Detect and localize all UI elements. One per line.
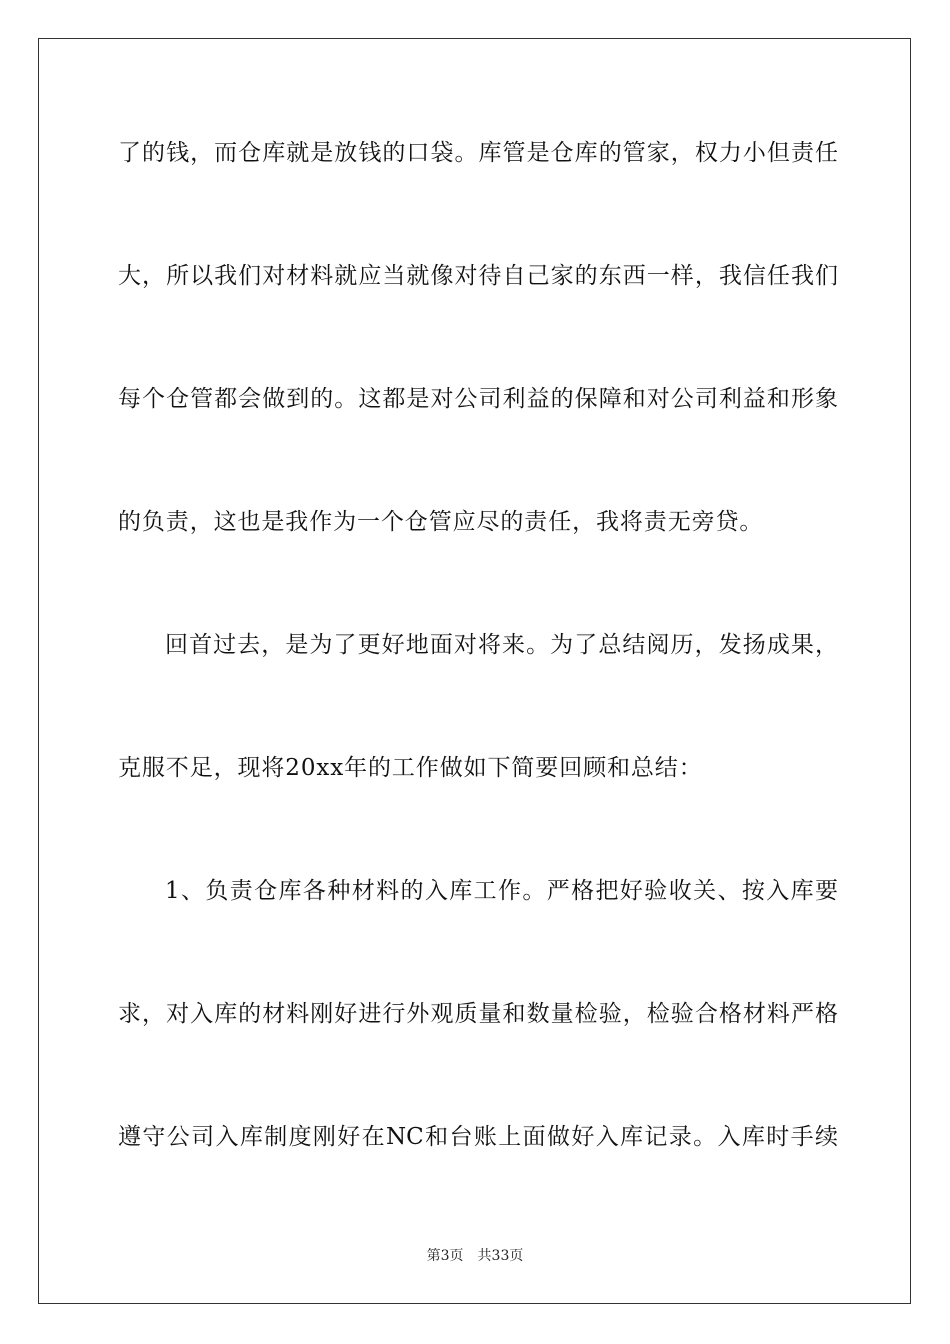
paragraph-line-1: 了的钱，而仓库就是放钱的口袋。库管是仓库的管家，权力小但责任 [118, 140, 838, 166]
paragraph-line-6: 克服不足，现将20xx年的工作做如下简要回顾和总结： [118, 755, 703, 781]
paragraph-line-5: 回首过去，是为了更好地面对将来。为了总结阅历，发扬成果， [165, 632, 838, 658]
page-border [38, 38, 911, 1304]
paragraph-line-8: 求，对入库的材料刚好进行外观质量和数量检验，检验合格材料严格 [118, 1001, 838, 1027]
paragraph-line-4: 的负责，这也是我作为一个仓管应尽的责任，我将责无旁贷。 [118, 509, 764, 535]
page-total: 共33页 [477, 1248, 524, 1264]
page-number: 第3页 [426, 1248, 464, 1264]
paragraph-line-2: 大，所以我们对材料就应当就像对待自己家的东西一样，我信任我们 [118, 263, 838, 289]
page-footer [0, 1246, 950, 1266]
paragraph-line-9: 遵守公司入库制度刚好在NC和台账上面做好入库记录。入库时手续 [118, 1124, 838, 1150]
paragraph-line-3: 每个仓管都会做到的。这都是对公司利益的保障和对公司利益和形象 [118, 386, 838, 412]
paragraph-line-7: 1、负责仓库各种材料的入库工作。严格把好验收关、按入库要 [165, 878, 838, 904]
